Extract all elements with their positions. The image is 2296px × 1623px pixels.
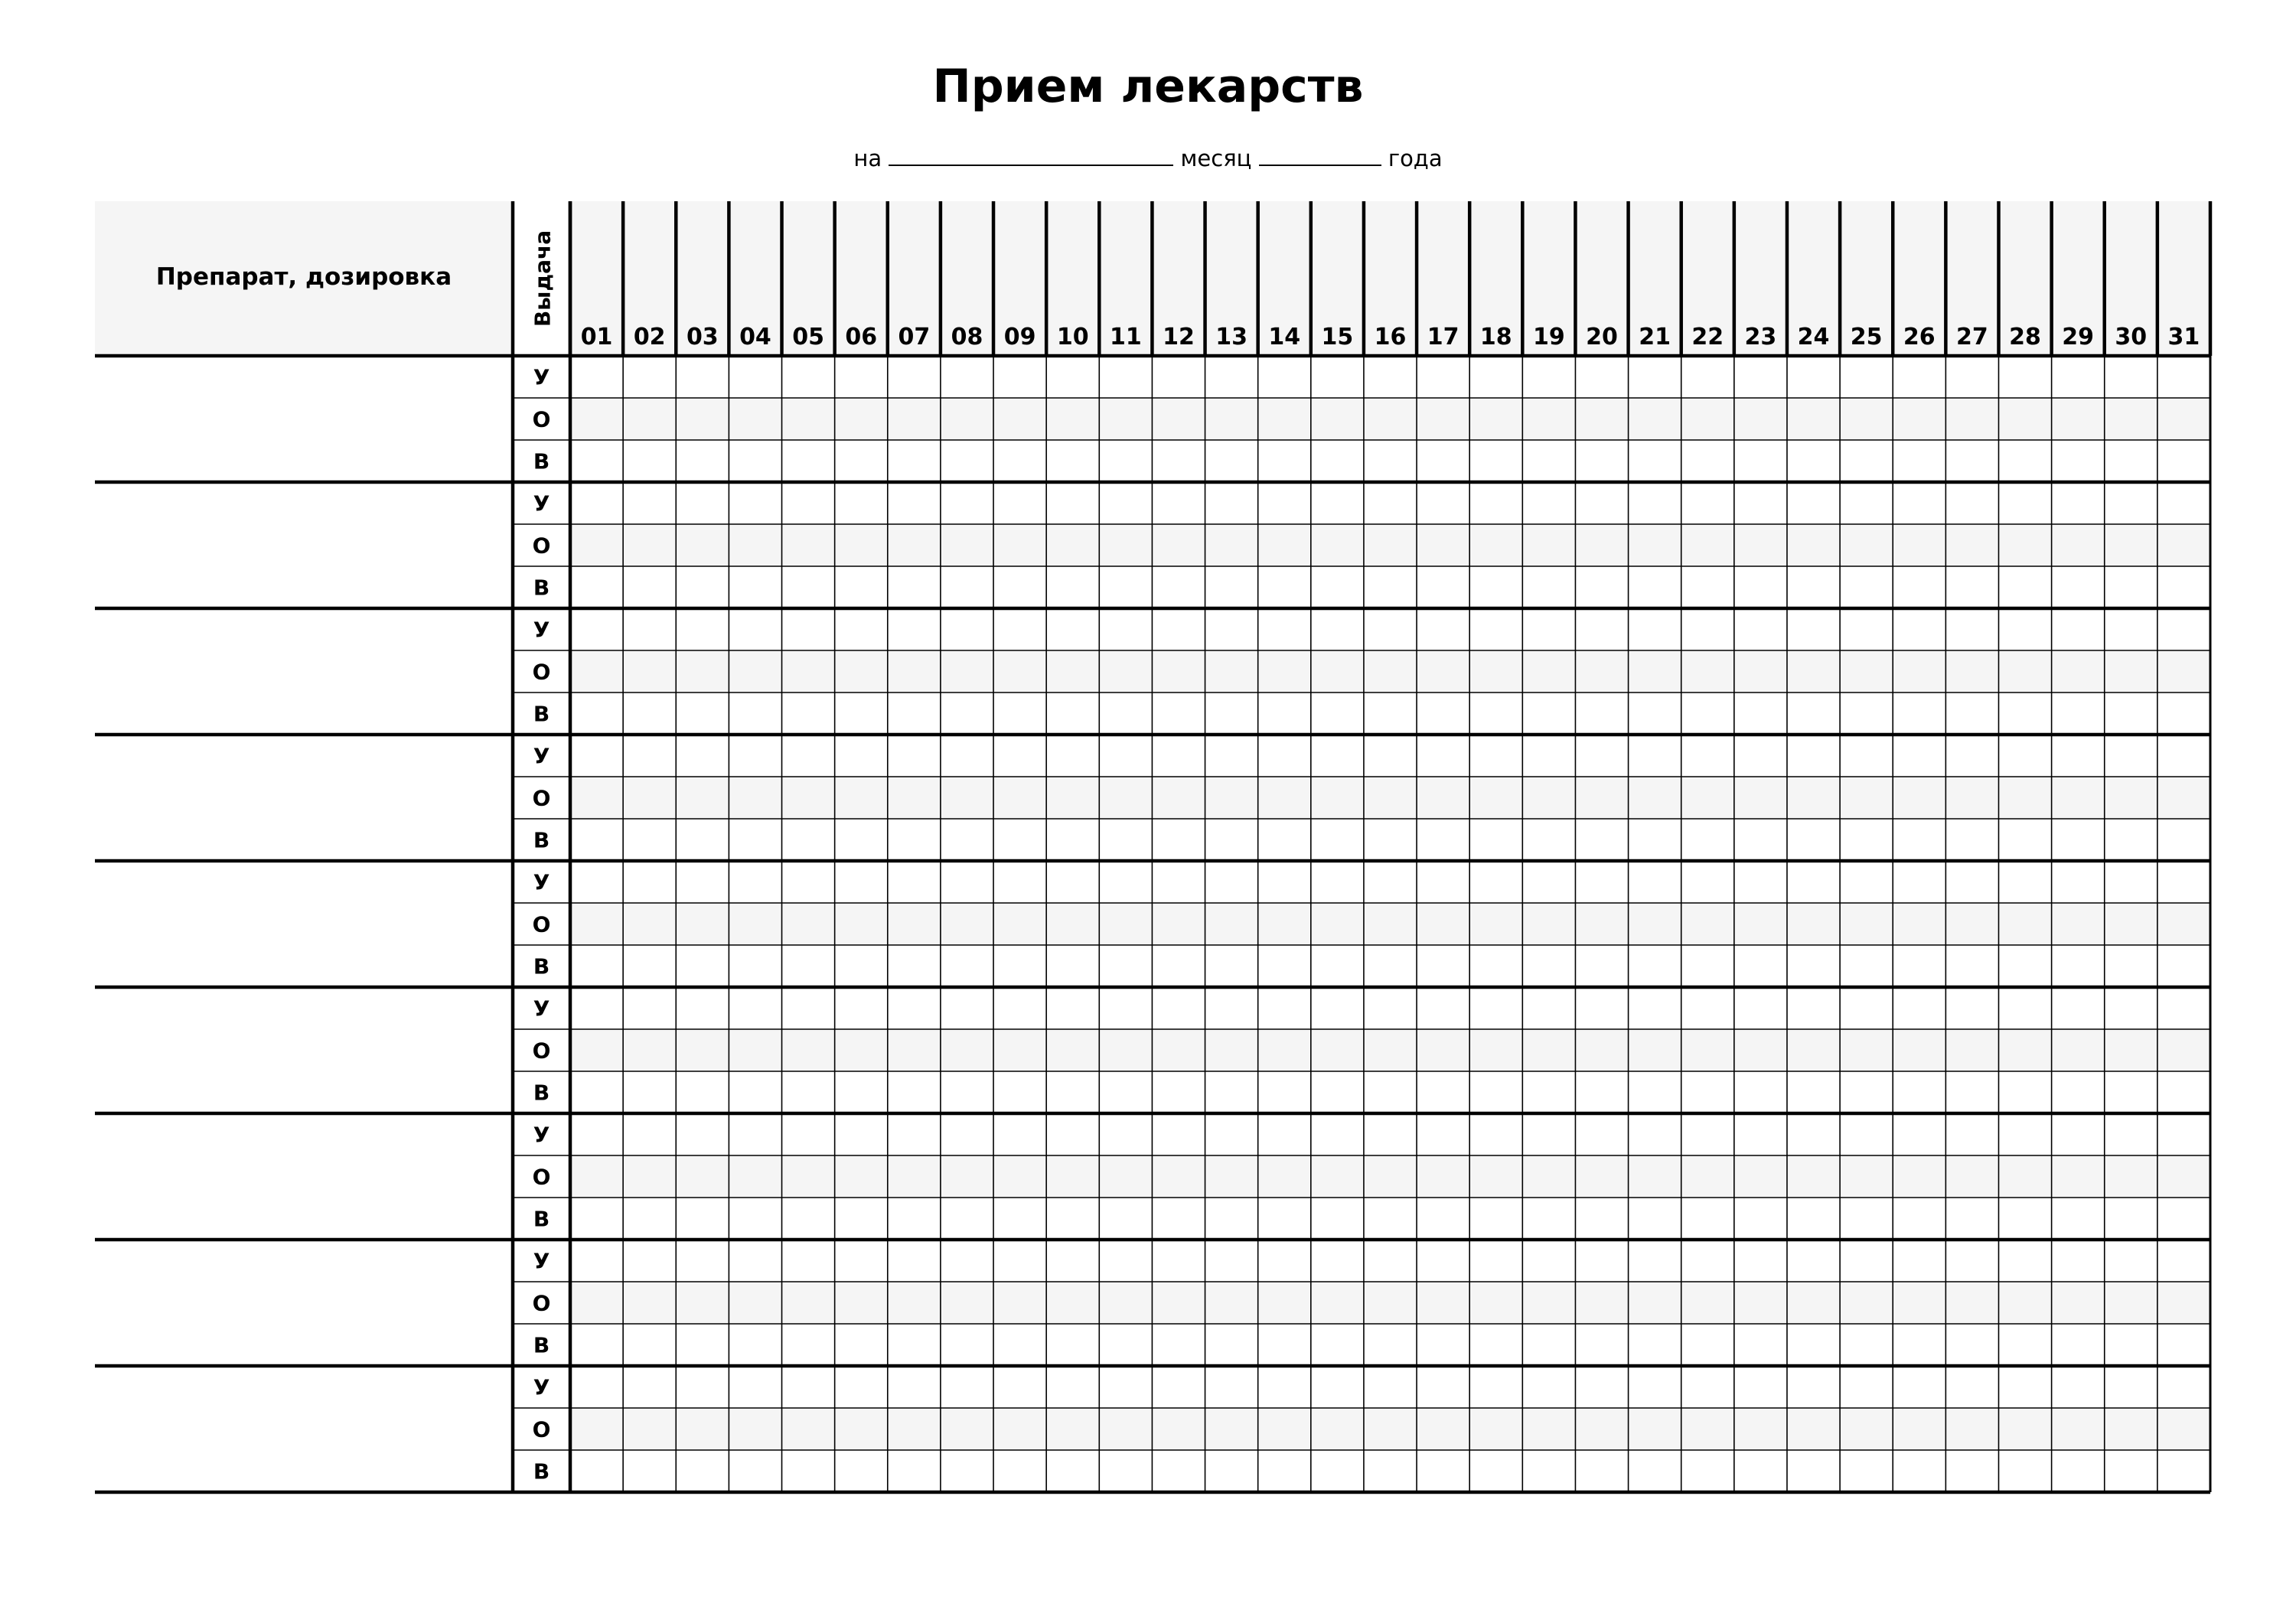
day-header-09: 09 — [1003, 324, 1036, 350]
shaded-row — [570, 1155, 2210, 1198]
day-header-25: 25 — [1850, 324, 1883, 350]
shaded-row — [570, 1282, 2210, 1324]
drug-name-cell[interactable] — [95, 735, 513, 861]
day-header-15: 15 — [1321, 324, 1354, 350]
slot-label-evening: В — [533, 953, 550, 979]
slot-label-morning: У — [533, 1248, 550, 1274]
drug-name-cell[interactable] — [95, 356, 513, 482]
shaded-row — [570, 398, 2210, 440]
shaded-row — [570, 777, 2210, 819]
shaded-row — [570, 1029, 2210, 1071]
slot-label-evening: В — [533, 575, 550, 601]
day-header-30: 30 — [2115, 324, 2148, 350]
slot-label-day: О — [532, 533, 551, 559]
shaded-row — [570, 524, 2210, 566]
day-header-01: 01 — [580, 324, 613, 350]
slot-label-day: О — [532, 659, 551, 685]
month-word: месяц — [1180, 145, 1252, 171]
shaded-row — [570, 650, 2210, 693]
day-header-29: 29 — [2062, 324, 2095, 350]
drug-name-cell[interactable] — [95, 482, 513, 608]
day-header-03: 03 — [686, 324, 719, 350]
slot-label-morning: У — [533, 743, 550, 769]
slot-label-morning: У — [533, 1374, 550, 1400]
slot-label-morning: У — [533, 364, 550, 390]
shaded-row — [570, 903, 2210, 945]
day-header-16: 16 — [1374, 324, 1407, 350]
slot-label-day: О — [532, 911, 551, 937]
day-header-21: 21 — [1639, 324, 1671, 350]
slot-label-evening: В — [533, 701, 550, 727]
day-header-14: 14 — [1268, 324, 1301, 350]
slot-label-morning: У — [533, 996, 550, 1022]
shaded-row — [570, 1408, 2210, 1450]
drug-name-cell[interactable] — [95, 1240, 513, 1366]
slot-label-day: О — [532, 406, 551, 432]
year-word: года — [1388, 145, 1443, 171]
day-header-10: 10 — [1056, 324, 1089, 350]
slot-label-evening: В — [533, 1458, 550, 1484]
drug-name-cell[interactable] — [95, 861, 513, 987]
slot-label-day: О — [532, 785, 551, 811]
slot-label-evening: В — [533, 827, 550, 853]
day-header-27: 27 — [1956, 324, 1988, 350]
day-header-31: 31 — [2167, 324, 2200, 350]
day-header-17: 17 — [1427, 324, 1459, 350]
day-header-06: 06 — [845, 324, 878, 350]
day-header-02: 02 — [633, 324, 666, 350]
drug-name-cell[interactable] — [95, 1113, 513, 1240]
drug-name-cell[interactable] — [95, 608, 513, 735]
slot-label-evening: В — [533, 1206, 550, 1232]
day-header-22: 22 — [1691, 324, 1724, 350]
drug-name-cell[interactable] — [95, 1366, 513, 1492]
day-header-11: 11 — [1109, 324, 1142, 350]
day-header-05: 05 — [792, 324, 824, 350]
day-header-12: 12 — [1163, 324, 1195, 350]
day-header-26: 26 — [1903, 324, 1936, 350]
dispense-header: Выдача — [530, 230, 556, 328]
day-header-18: 18 — [1479, 324, 1512, 350]
slot-label-morning: У — [533, 869, 550, 895]
drug-dose-header: Препарат, дозировка — [155, 263, 452, 291]
day-header-07: 07 — [898, 324, 931, 350]
period-prefix: на — [853, 145, 882, 171]
day-header-19: 19 — [1533, 324, 1565, 350]
day-header-23: 23 — [1744, 324, 1777, 350]
slot-label-day: О — [532, 1038, 551, 1064]
page-title: Прием лекарств — [932, 60, 1364, 113]
slot-label-morning: У — [533, 617, 550, 643]
slot-label-morning: У — [533, 1122, 550, 1148]
slot-label-evening: В — [533, 448, 550, 474]
slot-label-evening: В — [533, 1332, 550, 1358]
day-header-13: 13 — [1215, 324, 1247, 350]
day-header-04: 04 — [739, 324, 771, 350]
day-header-28: 28 — [2009, 324, 2041, 350]
day-header-08: 08 — [951, 324, 983, 350]
slot-label-morning: У — [533, 490, 550, 517]
day-header-24: 24 — [1797, 324, 1830, 350]
slot-label-day: О — [532, 1290, 551, 1316]
day-header-20: 20 — [1586, 324, 1618, 350]
slot-label-day: О — [532, 1164, 551, 1190]
slot-label-evening: В — [533, 1080, 550, 1106]
slot-label-day: О — [532, 1416, 551, 1442]
drug-name-cell[interactable] — [95, 987, 513, 1113]
